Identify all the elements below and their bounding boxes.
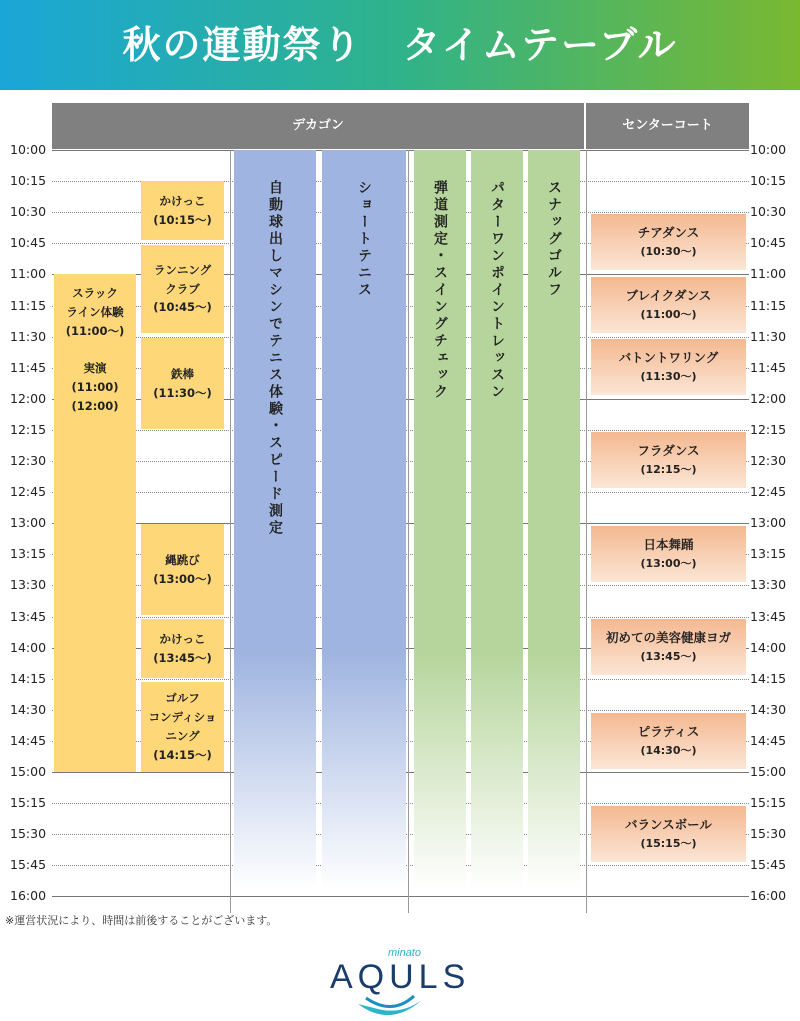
time-label-left: 15:30 — [10, 826, 47, 842]
event-label: パターワンポイントレッスン — [489, 180, 505, 401]
event-time: (11:00～) — [65, 323, 125, 338]
event-label: クラブ — [165, 281, 200, 296]
time-label-right: 15:15 — [750, 795, 787, 811]
time-label-left: 16:00 — [10, 888, 47, 904]
time-label-right: 13:30 — [750, 577, 787, 593]
time-label-right: 11:30 — [750, 328, 787, 344]
event-time: (11:00～) — [640, 308, 697, 322]
event-label: ショートテニス — [356, 180, 372, 299]
event-label: 初めての美容健康ヨガ — [605, 630, 731, 646]
time-label-left: 11:00 — [10, 266, 47, 282]
event-slackline — [54, 274, 136, 772]
event-swing-check — [414, 150, 466, 890]
event-hula-dance — [591, 432, 746, 488]
aquls-logo — [330, 938, 490, 1018]
time-label-left: 11:45 — [10, 359, 47, 375]
event-nihon-buyo — [591, 526, 746, 582]
event-golf-conditioning — [141, 682, 224, 772]
event-time: (13:00～) — [153, 571, 212, 586]
event-time: (13:00～) — [640, 557, 697, 571]
logo-main-text: AQULS — [330, 958, 471, 996]
time-label-left: 12:30 — [10, 453, 47, 468]
time-label-left: 12:00 — [10, 390, 47, 406]
time-label-left: 10:30 — [10, 204, 47, 220]
event-running-club — [141, 245, 224, 333]
event-tennis-machine — [234, 150, 316, 890]
event-baton-twirling — [591, 339, 746, 395]
time-label-right: 10:15 — [750, 173, 787, 189]
event-snag-golf — [528, 150, 580, 890]
time-label-left: 10:45 — [10, 235, 47, 251]
time-label-right: 12:15 — [750, 421, 787, 437]
event-label: フラダンス — [637, 443, 700, 459]
time-label-left: 13:15 — [10, 546, 47, 562]
event-time: (11:00) — [71, 379, 119, 394]
event-break-dance — [591, 277, 746, 333]
footnote: ※運営状況により、時間は前後することがございます。 — [5, 914, 278, 927]
time-label-right: 15:30 — [750, 826, 787, 842]
event-label: ニング — [165, 729, 200, 743]
time-label-right: 14:30 — [750, 701, 787, 717]
time-label-right: 11:15 — [750, 297, 787, 313]
time-label-left: 15:15 — [10, 795, 47, 811]
page-title: 秋の運動祭り タイムテーブル — [0, 0, 800, 90]
time-label-right: 15:00 — [750, 764, 787, 779]
time-label-right: 11:45 — [750, 359, 787, 375]
time-label-left: 15:00 — [10, 764, 47, 779]
event-label: ブレイクダンス — [625, 288, 712, 304]
event-label: コンディショ — [148, 710, 217, 725]
time-label-right: 11:00 — [750, 266, 787, 282]
event-kakekko-2 — [141, 619, 224, 678]
event-label: スラック — [72, 286, 118, 300]
event-label: ライン体験 — [66, 304, 124, 319]
event-time: (12:00) — [71, 398, 119, 413]
time-label-left: 14:45 — [10, 732, 47, 748]
event-time: (10:45～) — [153, 300, 212, 315]
time-label-left: 11:15 — [10, 297, 47, 313]
time-label-right: 12:30 — [750, 453, 787, 468]
event-time: (14:15～) — [153, 747, 212, 762]
time-label-right: 13:45 — [750, 608, 787, 624]
event-label: バトントワリング — [618, 350, 719, 366]
time-label-left: 10:00 — [10, 142, 47, 157]
column-divider — [586, 150, 587, 913]
event-label: 弾道測定・スイングチェック — [432, 180, 448, 401]
time-label-left: 14:15 — [10, 670, 47, 686]
time-label-left: 13:00 — [10, 515, 47, 531]
time-label-left: 12:45 — [10, 484, 47, 500]
event-label: ゴルフ — [165, 691, 200, 706]
event-label: 自動球出しマシンでテニス体験・スピード測定 — [267, 180, 283, 537]
event-time: (13:45～) — [640, 650, 697, 664]
time-label-left: 11:30 — [10, 328, 47, 344]
time-label-right: 12:00 — [750, 390, 787, 406]
event-time: (10:15～) — [153, 212, 212, 227]
event-time: (11:30～) — [153, 385, 212, 400]
time-label-right: 16:00 — [750, 888, 787, 904]
event-time: (15:15～) — [640, 837, 697, 851]
logo-small-text: minato — [388, 947, 422, 959]
event-label: バランスボール — [625, 817, 712, 833]
time-label-left: 15:45 — [10, 857, 47, 873]
time-label-left: 13:45 — [10, 608, 47, 624]
event-label: 実演 — [83, 360, 107, 375]
time-label-left: 13:30 — [10, 577, 47, 593]
event-kakekko-1 — [141, 181, 224, 240]
event-putter-lesson — [471, 150, 523, 890]
time-label-right: 13:00 — [750, 515, 787, 531]
time-label-left: 12:15 — [10, 421, 47, 437]
time-label-right: 10:00 — [750, 142, 787, 157]
event-time: (14:30～) — [640, 744, 697, 758]
time-label-right: 14:15 — [750, 670, 787, 686]
event-label: 縄跳び — [165, 552, 200, 567]
event-label: 日本舞踊 — [643, 537, 694, 553]
time-label-right: 10:45 — [750, 235, 787, 251]
header-decagon: デカゴン — [52, 103, 584, 149]
event-label: チアダンス — [637, 225, 700, 241]
event-label: スナッグゴルフ — [546, 180, 562, 299]
event-pilates — [591, 713, 746, 769]
event-label: 鉄棒 — [171, 366, 194, 381]
event-cheer-dance — [591, 214, 746, 270]
time-label-left: 14:30 — [10, 701, 47, 717]
event-yoga — [591, 619, 746, 675]
event-time: (13:45～) — [153, 650, 212, 665]
event-time: (11:30～) — [640, 370, 697, 384]
time-label-right: 14:45 — [750, 732, 787, 748]
event-label: かけっこ — [159, 631, 206, 646]
header-center-court: センターコート — [586, 103, 749, 149]
event-label: かけっこ — [159, 193, 206, 208]
event-label: ピラティス — [637, 724, 700, 740]
column-divider — [408, 150, 409, 913]
event-short-tennis — [322, 150, 406, 890]
event-nawatobi — [141, 524, 224, 615]
time-label-right: 10:30 — [750, 204, 787, 220]
event-balance-ball — [591, 806, 746, 862]
time-label-left: 10:15 — [10, 173, 47, 189]
column-divider — [230, 150, 231, 913]
time-label-right: 12:45 — [750, 484, 787, 500]
event-label: ランニング — [153, 262, 212, 277]
event-tetsubo — [141, 338, 224, 429]
event-time: (12:15～) — [640, 463, 697, 477]
time-label-right: 14:00 — [750, 639, 787, 655]
logo-wave — [366, 996, 414, 1007]
time-label-right: 13:15 — [750, 546, 787, 562]
grid-line — [52, 896, 749, 897]
event-time: (10:30～) — [640, 245, 697, 259]
time-label-right: 15:45 — [750, 857, 787, 873]
time-label-left: 14:00 — [10, 639, 47, 655]
